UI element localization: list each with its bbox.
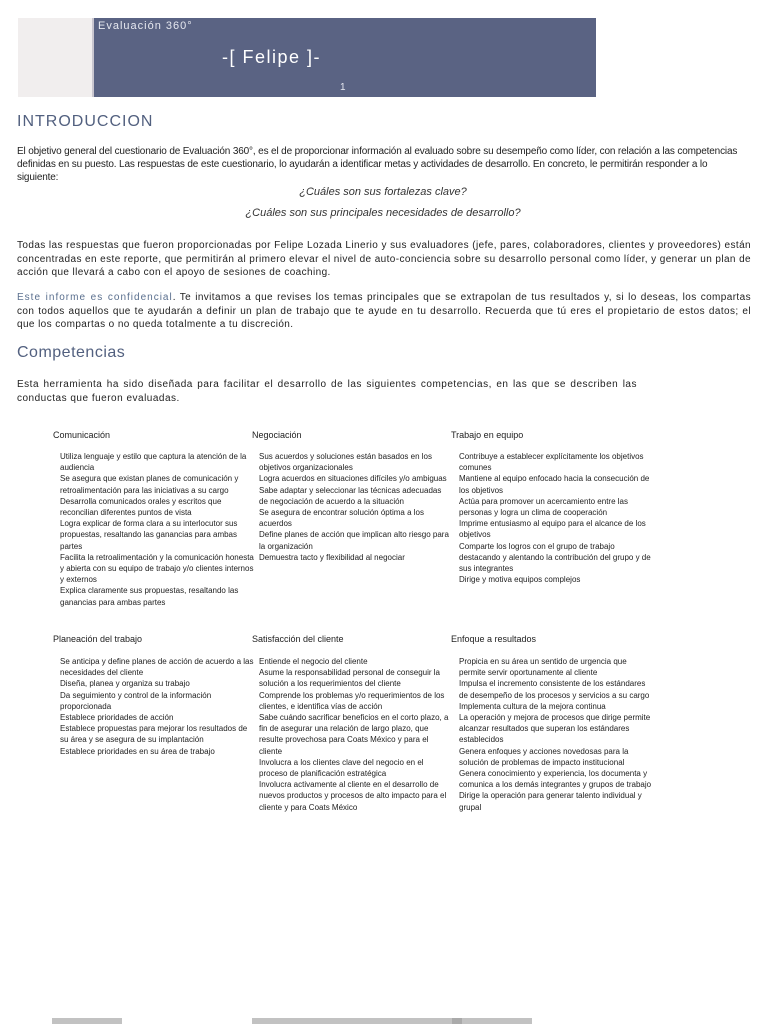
- competency-behavior: Asume la responsabilidad personal de conseguir la solución a los requerimientos del cliente: [259, 668, 440, 689]
- competency-behavior: Entiende el negocio del cliente: [259, 657, 368, 666]
- page-number: 1: [340, 82, 346, 93]
- confidential-notice: Este informe es confidencial: [17, 292, 173, 303]
- report-label: Evaluación 360°: [98, 20, 193, 32]
- competency-behavior: Establece propuestas para mejorar los resultados de su área y se asegura de su implantación: [60, 724, 248, 745]
- header-banner: [18, 18, 596, 97]
- intro-paragraph-responses: Todas las respuestas que fueron proporcionadas por Felipe Lozada Linerio y sus evaluadores (jefe, pares, colaboradores, clientes y proveedores) están concentradas en este reporte, que permitirán al primero elevar el nivel de auto-conciencia sobre su desarrollo personal como líder, y generar un plan de acción que llevará a cabo con el apoyo de sesiones de coaching.: [17, 240, 751, 278]
- evaluee-name: -[ Felipe ]-: [222, 47, 322, 67]
- competency-title-satisfaccion-cliente: Satisfacción del cliente: [252, 634, 344, 644]
- question-strengths: ¿Cuáles son sus fortalezas clave?: [299, 186, 467, 198]
- banner-logo-area: [18, 18, 94, 97]
- cutoff-text-fragment: [452, 1018, 532, 1024]
- competency-behavior: Impulsa el incremento consistente de los estándares de desempeño de los procesos y servicios a su cargo: [459, 679, 650, 700]
- competency-behavior: Implementa cultura de la mejora continua: [459, 701, 606, 711]
- competency-behavior: Establece prioridades de acción: [60, 713, 174, 723]
- competency-list-negociacion: [259, 451, 451, 563]
- competency-behavior: Dirige y motiva equipos complejos: [459, 575, 581, 585]
- competency-behavior: Diseña, planea y organiza su trabajo: [60, 679, 190, 689]
- competency-behavior: La operación y mejora de procesos que dirige permite alcanzar resultados que superan los estándares establecidos: [459, 713, 651, 745]
- competency-list-trabajo-en-equipo: [459, 451, 655, 585]
- confidential-paragraph-text: . Te invitamos a que revises los temas principales que se extrapolan de tus resultados y, si lo deseas, los compartas con todos aquellos que te ayudarán a definir un plan de trabajo que te ayude en tu desarrollo. Recuerda que tú eres el propietario de estos datos; el que los compartas o no queda totalmente a tu discreción.: [17, 292, 751, 330]
- competency-behavior: Imprime entusiasmo al equipo para el alcance de los objetivos: [459, 519, 646, 540]
- competency-title-negociacion: Negociación: [252, 430, 302, 440]
- competency-behavior: Involucra activamente al cliente en el desarrollo de nuevos productos y procesos de alto impacto para el cliente y para Coats México: [259, 780, 447, 812]
- intro-heading: INTRODUCCION: [17, 113, 154, 130]
- competency-title-trabajo-en-equipo: Trabajo en equipo: [451, 430, 524, 440]
- competency-list-enfoque-resultados: [459, 656, 655, 813]
- competency-behavior: Sabe cuándo sacrificar beneficios en el corto plazo, a fin de asegurar una relación de largo plazo, que resulte provechosa para Coats México y para el cliente: [259, 713, 449, 756]
- competency-behavior: Se anticipa y define planes de acción de acuerdo a las necesidades del cliente: [60, 657, 254, 678]
- question-development-needs: ¿Cuáles son sus principales necesidades de desarrollo?: [245, 207, 521, 219]
- intro-paragraph-confidential: [17, 291, 751, 332]
- competencias-intro: Esta herramienta ha sido diseñada para facilitar el desarrollo de las siguientes competencias, en las que se describen las conductas que fueron evaluadas.: [17, 379, 637, 404]
- competency-behavior: Demuestra tacto y flexibilidad al negociar: [259, 552, 405, 562]
- competency-behavior: Mantiene al equipo enfocado hacia la consecución de los objetivos: [459, 474, 650, 495]
- competency-behavior: Logra acuerdos en situaciones difíciles y/o ambiguas: [259, 474, 447, 484]
- competency-behavior: Desarrolla comunicados orales y escritos que reconcilian diferentes puntos de vista: [60, 496, 222, 518]
- competency-behavior: Da seguimiento y control de la información proporcionada: [60, 690, 212, 711]
- competency-behavior: Comprende los problemas y/o requerimientos de los clientes, e identifica vías de acción: [259, 690, 445, 711]
- competency-title-enfoque-resultados: Enfoque a resultados: [451, 634, 537, 644]
- competency-behavior: Dirige la operación para generar talento individual y grupal: [459, 791, 642, 812]
- cutoff-text-fragment: [52, 1018, 122, 1024]
- competency-behavior: Sus acuerdos y soluciones están basados en los objetivos organizacionales: [259, 452, 432, 473]
- competency-behavior: Establece prioridades en su área de trabajo: [60, 746, 215, 756]
- competencias-heading: Competencias: [17, 344, 126, 361]
- competency-behavior: Genera conocimiento y experiencia, los documenta y comunica a los demás integrantes y grupos de trabajo: [459, 769, 652, 790]
- competency-title-planeacion: Planeación del trabajo: [53, 634, 143, 644]
- competency-list-planeacion: [60, 656, 256, 757]
- cutoff-text-fragment: [252, 1018, 462, 1024]
- competency-behavior: Contribuye a establecer explícitamente los objetivos comunes: [459, 452, 644, 473]
- competency-behavior: Actúa para promover un acercamiento entre las personas y logra un clima de cooperación: [459, 496, 628, 518]
- competency-list-satisfaccion-cliente: [259, 656, 451, 813]
- competency-behavior: Genera enfoques y acciones novedosas para la solución de problemas de impacto institucional: [459, 746, 629, 767]
- competency-behavior: Explica claramente sus propuestas, resaltando las ganancias para ambas partes: [60, 586, 239, 607]
- competency-behavior: Logra explicar de forma clara a su interlocutor sus propuestas, resaltando las ganancias para ambas partes: [60, 519, 238, 551]
- competency-title-comunicacion: Comunicación: [53, 430, 111, 440]
- competency-behavior: Propicia en su área un sentido de urgencia que permite servir oportunamente al cliente: [459, 657, 627, 678]
- competency-list-comunicacion: [60, 451, 256, 608]
- competency-behavior: Facilita la retroalimentación y la comunicación honesta y abierta con su equipo de trabajo y/o clientes internos y externos: [60, 552, 254, 585]
- competency-behavior: Sabe adaptar y seleccionar las técnicas adecuadas de negociación de acuerdo a la situación: [259, 485, 442, 506]
- intro-paragraph-objective: El objetivo general del cuestionario de Evaluación 360°, es el de proporcionar información al evaluado sobre su desempeño como líder, con relación a las competencias definidas en su puesto. Las respuestas de este cuestionario, lo ayudarán a identificar metas y actividades de desarrollo. En concreto, le permitirán responder a lo siguiente:: [17, 146, 738, 183]
- banner-title-area: [94, 18, 596, 97]
- competency-behavior: Se asegura que existan planes de comunicación y retroalimentación para las iniciativas a su cargo: [60, 474, 239, 495]
- competency-behavior: Define planes de acción que implican alto riesgo para la organización: [259, 530, 449, 551]
- competency-behavior: Se asegura de encontrar solución óptima a los acuerdos: [259, 508, 424, 529]
- competency-behavior: Involucra a los clientes clave del negocio en el proceso de planificación estratégica: [259, 757, 424, 779]
- competency-behavior: Comparte los logros con el grupo de trabajo destacando y alentando la contribución del grupo y de sus integrantes: [459, 541, 651, 574]
- competency-behavior: Utiliza lenguaje y estilo que captura la atención de la audiencia: [60, 452, 247, 473]
